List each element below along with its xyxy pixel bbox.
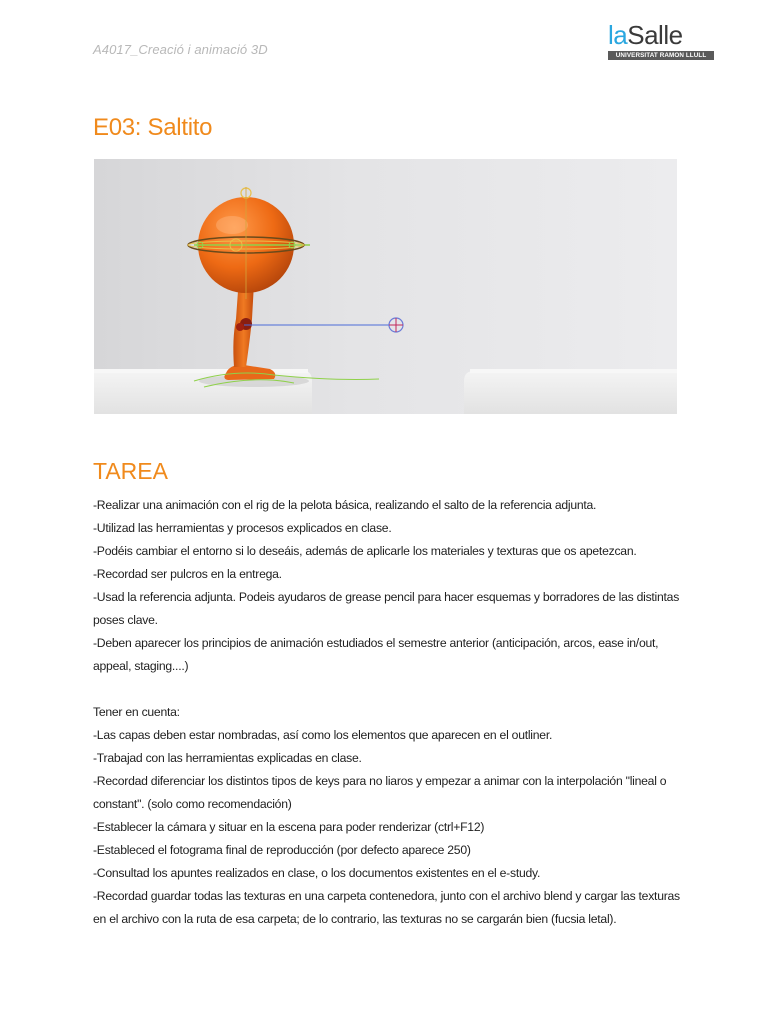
task-item: -Recordad ser pulcros en la entrega. bbox=[93, 567, 282, 581]
logo-wordmark-salle: Salle bbox=[627, 20, 683, 50]
page-title: E03: Saltito bbox=[93, 114, 213, 141]
task-body bbox=[93, 494, 683, 931]
task-item: -Deben aparecer los principios de animación estudiados el semestre anterior (anticipación, arcos, ease in/out, appeal, staging....) bbox=[93, 636, 659, 673]
note-item: -Trabajad con las herramientas explicadas en clase. bbox=[93, 751, 362, 765]
note-item: -Establecer la cámara y situar en la escena para poder renderizar (ctrl+F12) bbox=[93, 820, 485, 834]
right-block bbox=[464, 371, 677, 414]
note-item: -Las capas deben estar nombradas, así como los elementos que aparecen en el outliner. bbox=[93, 728, 553, 742]
note-item: -Estableced el fotograma final de reproducción (por defecto aparece 250) bbox=[93, 843, 471, 857]
render-illustration bbox=[94, 159, 677, 414]
ball-character-render bbox=[94, 159, 677, 414]
task-heading: TAREA bbox=[93, 458, 168, 484]
note-item: -Consultad los apuntes realizados en clase, o los documentos existentes en el e-study. bbox=[93, 866, 541, 880]
task-item: -Usad la referencia adjunta. Podeis ayudaros de grease pencil para hacer esquemas y borradores de las distintas poses clave. bbox=[93, 590, 680, 627]
course-header: A4017_Creació i animació 3D bbox=[93, 42, 268, 57]
logo-tagline: UNIVERSITAT RAMON LLULL bbox=[608, 51, 714, 60]
task-item: -Utilizad las herramientas y procesos explicados en clase. bbox=[93, 521, 392, 535]
task-item: -Realizar una animación con el rig de la pelota básica, realizando el salto de la referencia adjunta. bbox=[93, 498, 597, 512]
task-item: -Podéis cambiar el entorno si lo deseáis, además de aplicarle los materiales y texturas que os apetezcan. bbox=[93, 544, 637, 558]
paragraph-gap bbox=[93, 678, 683, 701]
lasalle-logo bbox=[608, 20, 714, 60]
note-item: -Recordad diferenciar los distintos tipos de keys para no liaros y empezar a animar con la interpolación "lineal o constant". (solo como recomendación) bbox=[93, 774, 667, 811]
logo-wordmark bbox=[608, 20, 714, 50]
note-item: -Recordad guardar todas las texturas en una carpeta contenedora, junto con el archivo blend y cargar las texturas en el archivo con la ruta de esa carpeta; de lo contrario, las texturas no se cargarán bien (fucsia letal). bbox=[93, 889, 680, 926]
logo-wordmark-la: la bbox=[608, 20, 628, 50]
notes-intro: Tener en cuenta: bbox=[93, 705, 180, 719]
